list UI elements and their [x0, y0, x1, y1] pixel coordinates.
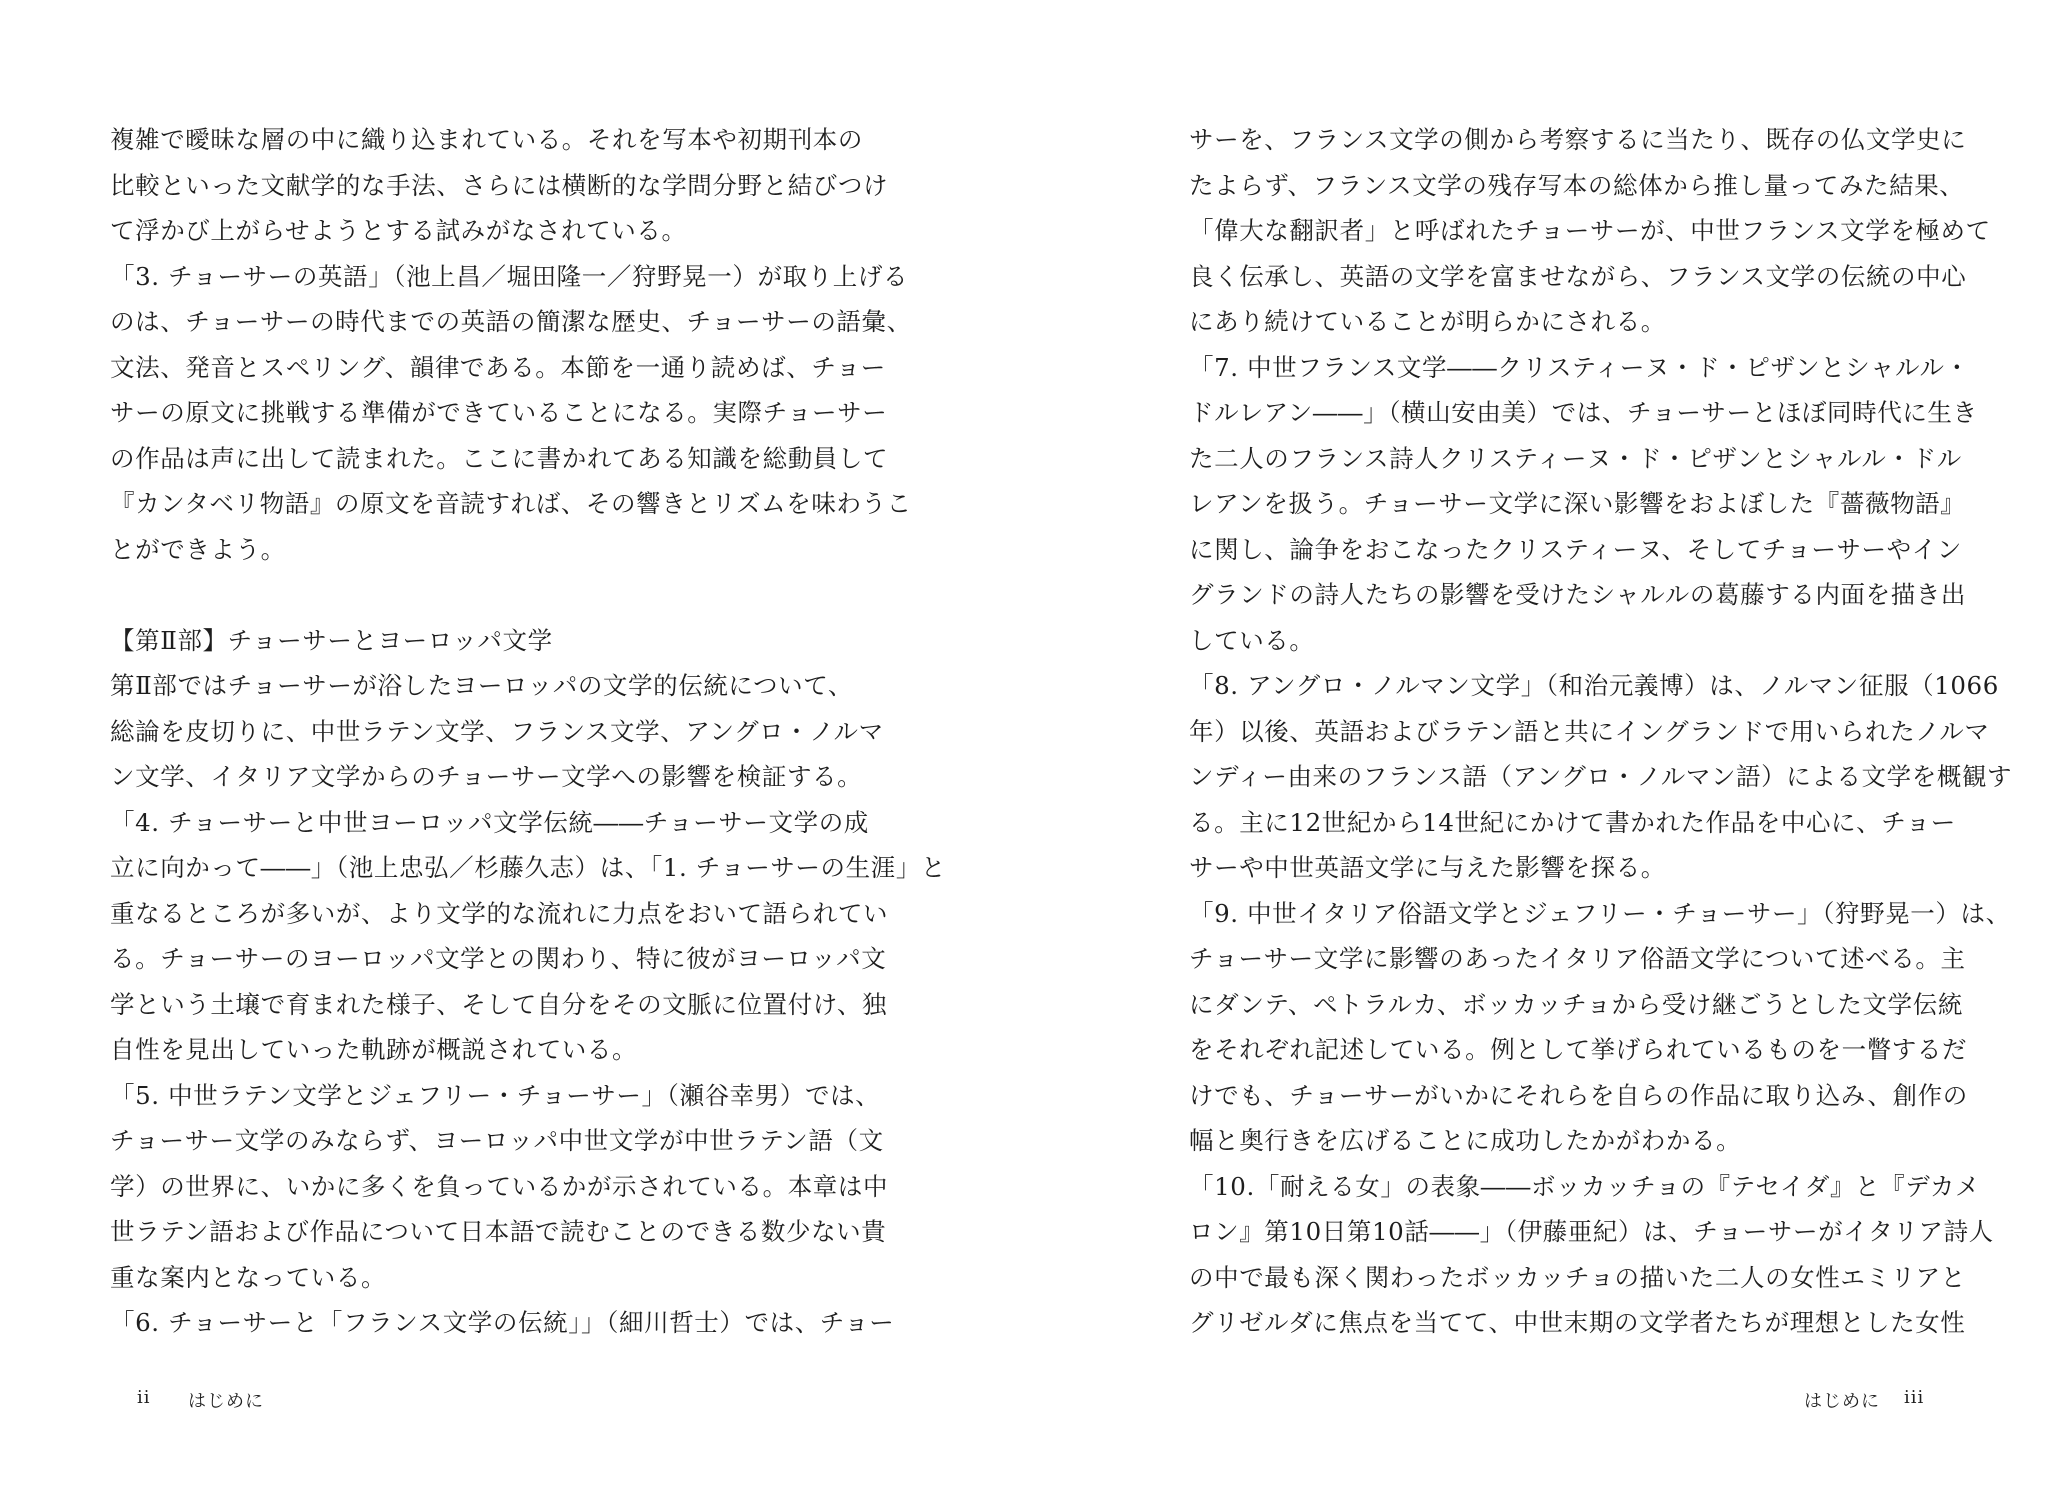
text-line: ドルレアン――」（横山安由美）では、チョーサーとほぼ同時代に生き — [1189, 398, 1978, 427]
text-line: 良く伝承し、英語の文学を富ませながら、フランス文学の伝統の中心 — [1189, 261, 1967, 291]
text-line: 「6. チョーサーと「フランス文学の伝統」」（細川哲士）では、チョー — [110, 1308, 895, 1337]
text-line: 学）の世界に、いかに多くを負っているかが示されている。本章は中 — [110, 1171, 889, 1201]
text-line: 幅と奥行きを広げることに成功したかがわかる。 — [1189, 1126, 1742, 1155]
right-page — [1024, 0, 2048, 1493]
text-line: している。 — [1189, 625, 1315, 655]
text-line: けでも、チョーサーがいかにそれらを自らの作品に取り込み、創作の — [1189, 1080, 1968, 1110]
text-line: 「4. チョーサーと中世ヨーロッパ文学伝統――チョーサー文学の成 — [110, 807, 869, 837]
text-line: 「偉大な翻訳者」と呼ばれたチョーサーが、中世フランス文学を極めて — [1189, 216, 1991, 245]
text-line: グリゼルダに焦点を当てて、中世末期の文学者たちが理想とした女性 — [1189, 1308, 1966, 1337]
text-line: にダンテ、ペトラルカ、ボッカッチョから受け継ごうとした文学伝統 — [1189, 989, 1963, 1019]
text-line: サーや中世英語文学に与えた影響を探る。 — [1189, 853, 1666, 882]
text-line: レアンを扱う。チョーサー文学に深い影響をおよぼした『薔薇物語』 — [1189, 489, 1966, 518]
text-line: 比較といった文献学的な手法、さらには横断的な学問分野と結びつけ — [110, 170, 889, 200]
text-line: 複雑で曖昧な層の中に織り込まれている。それを写本や初期刊本の — [110, 125, 863, 154]
text-line: 重な案内となっている。 — [110, 1262, 387, 1292]
text-line: の中で最も深く関わったボッカッチョの描いた二人の女性エミリアと — [1189, 1262, 1966, 1292]
text-line: 年）以後、英語およびラテン語と共にイングランドで用いられたノルマ — [1189, 716, 1990, 746]
text-line: グランドの詩人たちの影響を受けたシャルルの葛藤する内面を描き出 — [1189, 580, 1966, 609]
text-line: とができよう。 — [110, 534, 286, 564]
text-line: 学という土壌で育まれた様子、そして自分をその文脈に位置付け、独 — [110, 989, 888, 1019]
text-line: 「9. 中世イタリア俗語文学とジェフリー・チョーサー」（狩野晃一）は、 — [1189, 898, 2011, 928]
text-line: サーを、フランス文学の側から考察するに当たり、既存の仏文学史に — [1189, 125, 1967, 154]
text-line: 第Ⅱ部ではチョーサーが浴したヨーロッパの文学的伝統について、 — [110, 671, 853, 700]
text-line: 『カンタベリ物語』の原文を音読すれば、その響きとリズムを味わうこ — [110, 489, 912, 518]
text-line: 文法、発音とスペリング、韻律である。本節を一通り読めば、チョー — [110, 352, 886, 382]
text-line: チョーサー文学に影響のあったイタリア俗語文学について述べる。主 — [1189, 944, 1966, 973]
text-line: の作品は声に出して読まれた。ここに書かれてある知識を総動員して — [110, 443, 889, 473]
text-line: る。主に12世紀から14世紀にかけて書かれた作品を中心に、チョー — [1189, 807, 1956, 837]
right-body-text — [1189, 117, 2013, 1346]
left-body-text — [110, 117, 947, 1346]
text-line: 「10.「耐える女」の表象――ボッカッチョの『テセイダ』と『デカメ — [1189, 1171, 1981, 1201]
text-line: サーの原文に挑戦する準備ができていることになる。実際チョーサー — [110, 398, 888, 427]
running-head: はじめに — [1804, 1391, 1880, 1412]
text-line: 「3. チョーサーの英語」（池上昌／堀田隆一／狩野晃一）が取り上げる — [110, 261, 909, 291]
text-line: をそれぞれ記述している。例として挙げられているものを一瞥するだ — [1189, 1035, 1968, 1064]
text-line: 重なるところが多いが、より文学的な流れに力点をおいて語られてい — [110, 898, 889, 928]
text-line: ンディー由来のフランス語（アングロ・ノルマン語）による文学を概観す — [1189, 762, 2013, 791]
page-number: ii — [137, 1387, 151, 1408]
text-line: 「8. アングロ・ノルマン文学」（和治元義博）は、ノルマン征服（1066 — [1189, 671, 1999, 700]
blank-line — [110, 572, 880, 618]
text-line: たよらず、フランス文学の残存写本の総体から推し量ってみた結果、 — [1189, 170, 1965, 200]
text-line: 自性を見出していった軌跡が概説されている。 — [110, 1035, 638, 1064]
text-line: 「5. 中世ラテン文学とジェフリー・チョーサー」（瀬谷幸男）では、 — [110, 1080, 881, 1110]
text-line: ン文学、イタリア文学からのチョーサー文学への影響を検証する。 — [110, 762, 863, 791]
text-line: 立に向かって――」（池上忠弘／杉藤久志）は、「1. チョーサーの生涯」と — [110, 853, 947, 882]
page-number: iii — [1904, 1387, 1925, 1408]
text-line: た二人のフランス詩人クリスティーヌ・ド・ピザンとシャルル・ドル — [1189, 443, 1962, 473]
text-line: 世ラテン語および作品について日本語で読むことのできる数少ない貴 — [110, 1217, 887, 1246]
text-line: 「7. 中世フランス文学――クリスティーヌ・ド・ピザンとシャルル・ — [1189, 352, 1970, 382]
text-line: ロン』第10日第10話――」（伊藤亜紀）は、チョーサーがイタリア詩人 — [1189, 1217, 1994, 1246]
running-head: はじめに — [188, 1391, 264, 1412]
text-line: にあり続けていることが明らかにされる。 — [1189, 307, 1666, 336]
text-line: る。チョーサーのヨーロッパ文学との関わり、特に彼がヨーロッパ文 — [110, 944, 887, 973]
section-heading: 【第Ⅱ部】チョーサーとヨーロッパ文学 — [110, 625, 553, 655]
text-line: に関し、論争をおこなったクリスティーヌ、そしてチョーサーやイン — [1189, 534, 1962, 564]
text-line: のは、チョーサーの時代までの英語の簡潔な歴史、チョーサーの語彙、 — [110, 307, 912, 336]
text-line: て浮かび上がらせようとする試みがなされている。 — [110, 216, 687, 245]
text-line: 総論を皮切りに、中世ラテン文学、フランス文学、アングロ・ノルマ — [110, 716, 884, 746]
text-line: チョーサー文学のみならず、ヨーロッパ中世文学が中世ラテン語（文 — [110, 1126, 884, 1155]
